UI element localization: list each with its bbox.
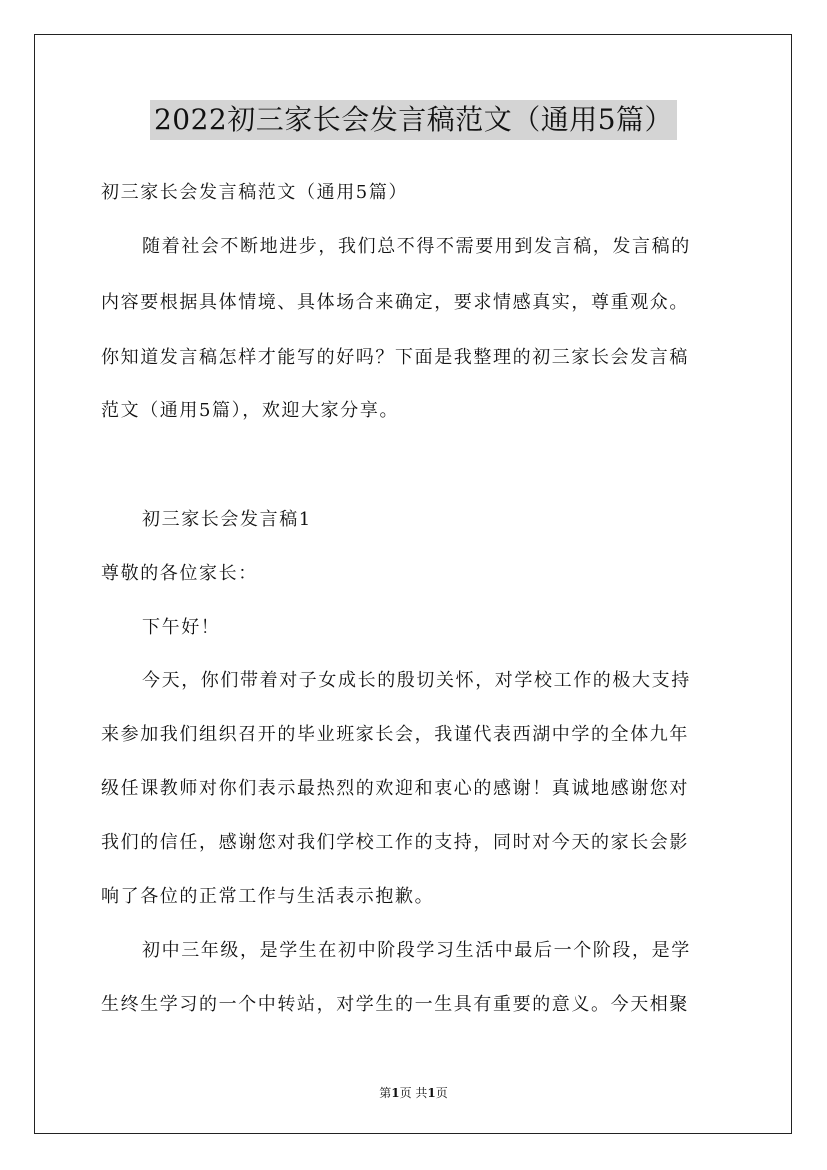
para1-line-1: 今天，你们带着对子女成长的殷切关怀，对学校工作的极大支持 bbox=[142, 670, 691, 691]
para1-line-4: 我们的信任，感谢您对我们学校工作的支持，同时对今天的家长会影 bbox=[101, 832, 689, 853]
section-heading: 初三家长会发言稿1 bbox=[142, 509, 312, 530]
footer-page-suffix: 页 bbox=[435, 1086, 448, 1100]
intro-line-4: 范文（通用5篇），欢迎大家分享。 bbox=[101, 400, 400, 421]
title-container bbox=[0, 100, 827, 140]
para2-line-1: 初中三年级，是学生在初中阶段学习生活中最后一个阶段，是学 bbox=[142, 940, 691, 961]
page-footer bbox=[0, 1085, 827, 1101]
para1-line-3: 级任课教师对你们表示最热烈的欢迎和衷心的感谢！真诚地感谢您对 bbox=[101, 778, 689, 799]
salutation: 尊敬的各位家长： bbox=[101, 563, 258, 584]
footer-page-prefix: 第 bbox=[379, 1086, 392, 1100]
document-title: 2022初三家长会发言稿范文（通用5篇） bbox=[150, 100, 677, 140]
para2-line-2: 生终生学习的一个中转站，对学生的一生具有重要的意义。今天相聚 bbox=[101, 994, 689, 1015]
intro-line-3: 你知道发言稿怎样才能写的好吗？下面是我整理的初三家长会发言稿 bbox=[101, 347, 689, 368]
para1-line-5: 响了各位的正常工作与生活表示抱歉。 bbox=[101, 886, 435, 907]
footer-page-number: 1 bbox=[391, 1086, 400, 1100]
footer-page-mid: 页 共 bbox=[399, 1086, 428, 1100]
footer-page-total: 1 bbox=[427, 1086, 436, 1100]
document-subtitle: 初三家长会发言稿范文（通用5篇） bbox=[101, 182, 409, 203]
intro-line-1: 随着社会不断地进步，我们总不得不需要用到发言稿，发言稿的 bbox=[142, 236, 691, 257]
intro-line-2: 内容要根据具体情境、具体场合来确定，要求情感真实，尊重观众。 bbox=[101, 292, 689, 313]
para1-line-2: 来参加我们组织召开的毕业班家长会，我谨代表西湖中学的全体九年 bbox=[101, 724, 689, 745]
greeting: 下午好！ bbox=[142, 617, 221, 638]
